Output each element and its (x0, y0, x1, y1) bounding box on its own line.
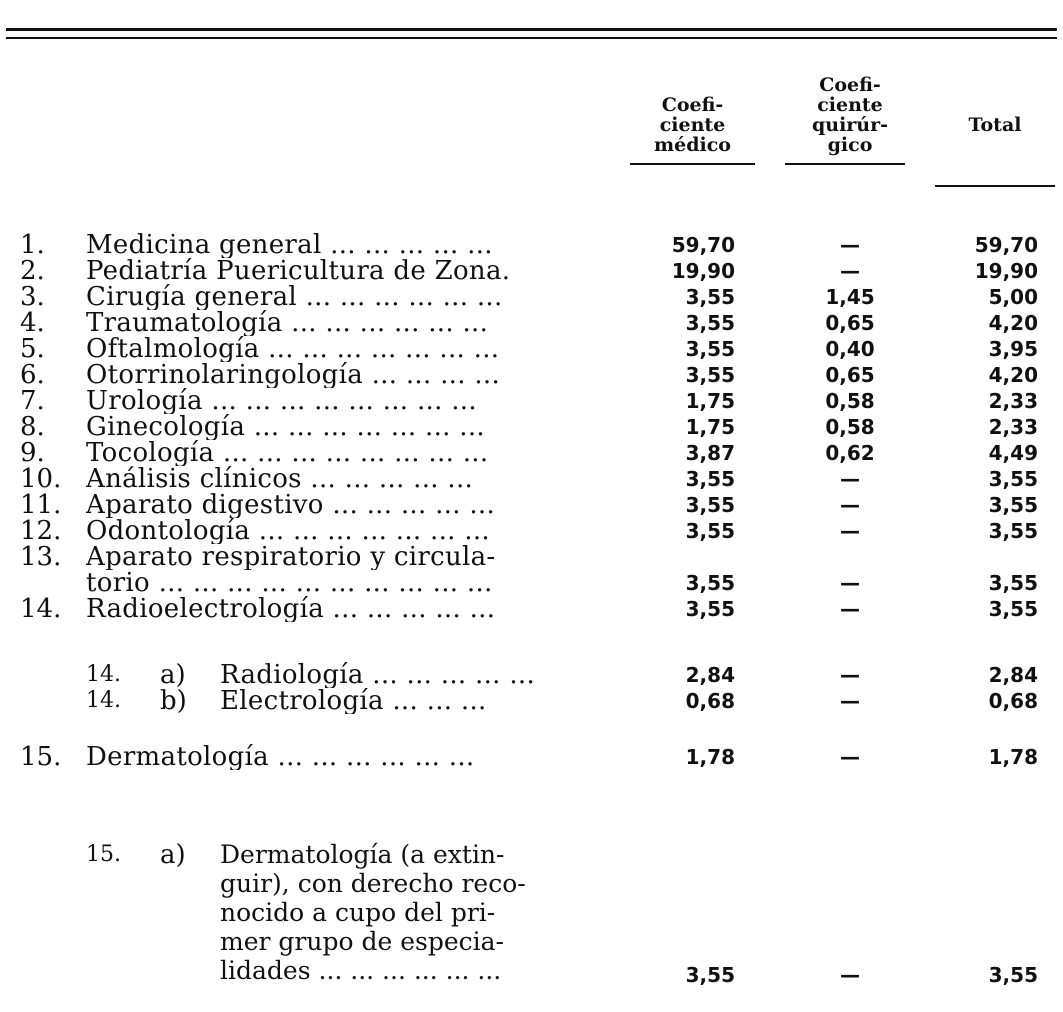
coef-medico: 3,55 (685, 571, 735, 595)
total: 3,55 (988, 493, 1038, 517)
coef-medico: 59,70 (671, 233, 735, 257)
total: 2,84 (988, 663, 1038, 687)
coef-medico: 3,55 (685, 311, 735, 335)
table-row (0, 492, 1063, 518)
row-number: 14. (86, 688, 121, 713)
specialty-label: Aparato digestivo ... ... ... ... ... (86, 492, 496, 518)
specialty-label: Pediatría Puericultura de Zona. (86, 258, 511, 284)
coef-quirurgico: 0,40 (825, 337, 875, 361)
row-number: 5. (20, 334, 45, 364)
coef-quirurgico: 0,65 (825, 311, 875, 335)
specialty-label: Oftalmología ... ... ... ... ... ... ... (86, 336, 500, 362)
table-subrow (0, 840, 1063, 987)
coef-medico: 3,55 (685, 337, 735, 361)
coef-quirurgico: — (840, 745, 860, 769)
total: 2,33 (988, 389, 1038, 413)
coef-quirurgico: 0,58 (825, 389, 875, 413)
row-number: 8. (20, 412, 45, 442)
total: 1,78 (988, 745, 1038, 769)
total: 3,55 (988, 571, 1038, 595)
row-number: 4. (20, 308, 45, 338)
total: 3,55 (988, 519, 1038, 543)
coef-quirurgico: 0,58 (825, 415, 875, 439)
coef-quirurgico: — (840, 571, 860, 595)
header-coef-medico (645, 95, 740, 155)
specialty-label-continued: torio ... ... ... ... ... ... ... ... ... ... (86, 570, 493, 596)
header-line: Coefi- (661, 94, 724, 116)
coef-quirurgico: 1,45 (825, 285, 875, 309)
coef-quirurgico: — (840, 519, 860, 543)
specialty-description (220, 840, 610, 985)
header-line: médico (654, 134, 731, 156)
coef-medico: 19,90 (671, 259, 735, 283)
table-row (0, 596, 1063, 622)
description-line: mer grupo de especia- (220, 927, 504, 956)
specialty-label: Tocología ... ... ... ... ... ... ... ... (86, 440, 489, 466)
coef-quirurgico: — (840, 663, 860, 687)
rule-line (6, 28, 1057, 31)
coef-medico: 2,84 (685, 663, 735, 687)
coef-medico: 0,68 (685, 689, 735, 713)
row-number: 11. (20, 490, 62, 520)
table-row (0, 414, 1063, 440)
coef-medico: 3,55 (685, 519, 735, 543)
row-number: 9. (20, 438, 45, 468)
specialty-label: Urología ... ... ... ... ... ... ... ... (86, 388, 477, 414)
table-row (0, 336, 1063, 362)
total: 3,55 (988, 963, 1038, 987)
header-line: gico (827, 134, 873, 156)
specialty-label: Odontología ... ... ... ... ... ... ... (86, 518, 490, 544)
table-row (0, 542, 1063, 596)
row-number: 13. (20, 542, 62, 572)
specialty-label: Medicina general ... ... ... ... ... (86, 232, 493, 258)
row-letter: b) (160, 686, 187, 716)
table-row (0, 466, 1063, 492)
description-line: Dermatología (a extin- (220, 840, 505, 869)
coef-quirurgico: 0,62 (825, 441, 875, 465)
specialty-label: Traumatología ... ... ... ... ... ... (86, 310, 489, 336)
total: 3,55 (988, 597, 1038, 621)
row-number: 14. (20, 594, 62, 624)
specialty-label: Radioelectrología ... ... ... ... ... (86, 596, 496, 622)
table-row (0, 310, 1063, 336)
row-number: 2. (20, 256, 45, 286)
header-underline (935, 185, 1055, 187)
description-line: guir), con derecho reco- (220, 869, 526, 898)
table-row (0, 362, 1063, 388)
total: 3,95 (988, 337, 1038, 361)
total: 19,90 (974, 259, 1038, 283)
row-number: 1. (20, 230, 45, 260)
header-line: ciente (659, 114, 726, 136)
table-row (0, 440, 1063, 466)
coef-medico: 1,75 (685, 389, 735, 413)
description-line: nocido a cupo del pri- (220, 898, 496, 927)
coef-quirurgico: — (840, 467, 860, 491)
specialty-label: Dermatología ... ... ... ... ... ... (86, 744, 475, 770)
coef-medico: 3,55 (685, 285, 735, 309)
coef-medico: 3,55 (685, 963, 735, 987)
total: 3,55 (988, 467, 1038, 491)
table-subrow (0, 662, 1063, 688)
header-underline (630, 163, 755, 165)
header-line: Coefi- (819, 74, 881, 96)
coef-quirurgico: — (840, 493, 860, 517)
specialty-label: Electrología ... ... ... (220, 688, 487, 714)
header-line: ciente (817, 94, 883, 116)
coef-quirurgico: — (840, 963, 860, 987)
row-letter: a) (160, 840, 186, 870)
row-number: 7. (20, 386, 45, 416)
total: 5,00 (988, 285, 1038, 309)
coef-medico: 1,75 (685, 415, 735, 439)
row-number: 15. (86, 842, 121, 867)
total: 2,33 (988, 415, 1038, 439)
coef-medico: 3,55 (685, 467, 735, 491)
coef-quirurgico: — (840, 689, 860, 713)
table-row (0, 744, 1063, 770)
rule-line (6, 37, 1057, 39)
coef-quirurgico: — (840, 259, 860, 283)
coef-quirurgico: 0,65 (825, 363, 875, 387)
table-row (0, 284, 1063, 310)
coef-medico: 3,55 (685, 597, 735, 621)
table-row (0, 232, 1063, 258)
table-row (0, 518, 1063, 544)
total: 4,20 (988, 311, 1038, 335)
coef-medico: 1,78 (685, 745, 735, 769)
table-subrow (0, 688, 1063, 714)
row-number: 10. (20, 464, 62, 494)
specialty-label: Análisis clínicos ... ... ... ... ... (86, 466, 474, 492)
row-number: 15. (20, 742, 62, 772)
row-number: 12. (20, 516, 62, 546)
coef-quirurgico: — (840, 597, 860, 621)
total: 4,49 (988, 441, 1038, 465)
row-number: 6. (20, 360, 45, 390)
header-underline (785, 163, 905, 165)
row-letter: a) (160, 660, 186, 690)
total: 59,70 (974, 233, 1038, 257)
specialty-label: Radiología ... ... ... ... ... (220, 662, 536, 688)
total: 0,68 (988, 689, 1038, 713)
description-line: lidades ... ... ... ... ... ... (220, 956, 502, 985)
row-number: 3. (20, 282, 45, 312)
coef-medico: 3,55 (685, 493, 735, 517)
coef-medico: 3,87 (685, 441, 735, 465)
specialty-label: Aparato respiratorio y circula- (86, 544, 496, 570)
specialty-label: Ginecología ... ... ... ... ... ... ... (86, 414, 485, 440)
coef-medico: 3,55 (685, 363, 735, 387)
coef-quirurgico: — (840, 233, 860, 257)
header-total (940, 115, 1050, 135)
row-number: 14. (86, 662, 121, 687)
specialty-label: Cirugía general ... ... ... ... ... ... (86, 284, 503, 310)
specialty-label: Otorrinolaringología ... ... ... ... (86, 362, 501, 388)
header-coef-quirurgico (790, 75, 910, 155)
header-line: Total (968, 114, 1022, 136)
table-row (0, 258, 1063, 284)
header-line: quirúr- (811, 114, 889, 136)
table-row (0, 388, 1063, 414)
total: 4,20 (988, 363, 1038, 387)
